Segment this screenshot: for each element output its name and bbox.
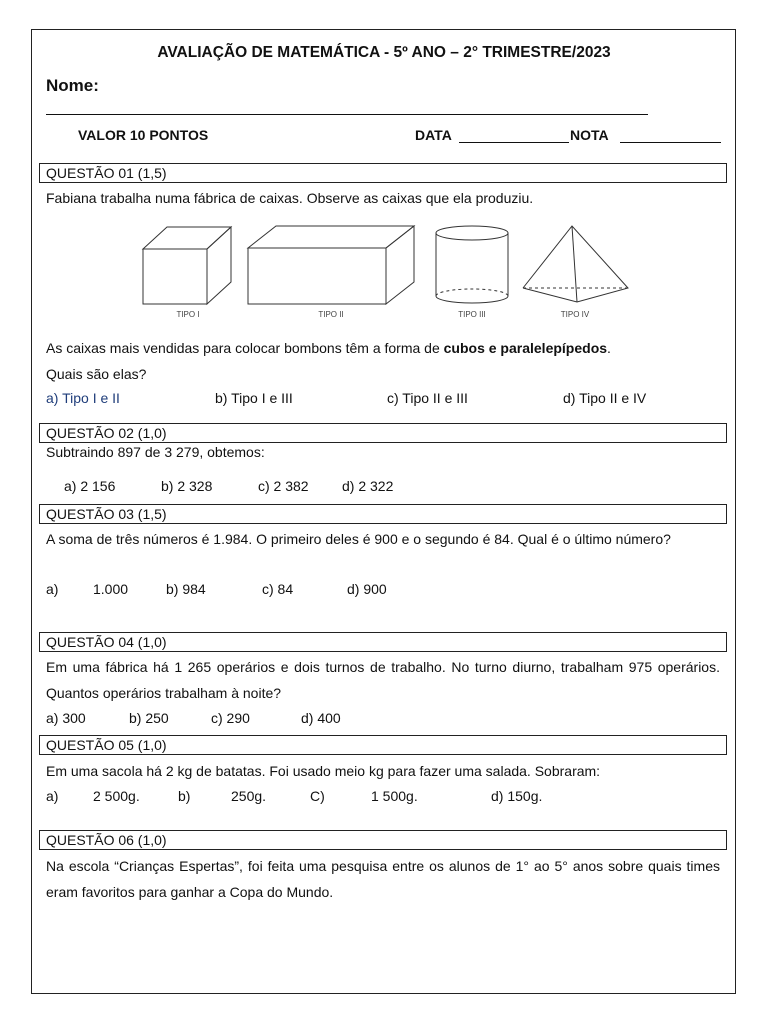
cube-shape <box>143 227 231 304</box>
q4-text: Em uma fábrica há 1 265 operários e dois turnos de trabalho. No turno diurno, trabalham 975 operários. Quantos operários trabalham à noite? <box>46 659 720 701</box>
name-label: Nome: <box>46 76 99 95</box>
q5-option-a-value[interactable]: 2 500g. <box>93 788 140 804</box>
data-label: DATA <box>415 127 452 143</box>
q5-option-c-value[interactable]: 1 500g. <box>371 788 418 804</box>
label-tipo-2: TIPO II <box>318 310 344 319</box>
q2-text: Subtraindo 897 de 3 279, obtemos: <box>46 444 265 460</box>
q1-text2-post: . <box>607 340 611 356</box>
q6-text: Na escola “Crianças Espertas”, foi feita uma pesquisa entre os alunos de 1° ao 5° anos sobre quais times eram favoritos para ganhar a Copa do Mundo. <box>46 858 720 900</box>
q3-header: QUESTÃO 03 (1,5) <box>39 504 727 524</box>
q1-option-a[interactable]: a) Tipo I e II <box>46 390 120 406</box>
q1-option-d[interactable]: d) Tipo II e IV <box>563 390 647 406</box>
q5-header: QUESTÃO 05 (1,0) <box>39 735 727 755</box>
q5-option-b[interactable]: b) <box>178 788 191 804</box>
q3-option-a-value[interactable]: 1.000 <box>93 581 129 597</box>
label-tipo-1: TIPO I <box>176 310 200 319</box>
q3-option-d[interactable]: d) 900 <box>347 581 387 597</box>
q3-option-b[interactable]: b) 984 <box>166 581 206 597</box>
q1-text2 <box>46 340 611 356</box>
q2-header: QUESTÃO 02 (1,0) <box>39 423 727 443</box>
q3-text: A soma de três números é 1.984. O primeiro deles é 900 e o segundo é 84. Qual é o último número? <box>46 531 671 547</box>
q2-option-b[interactable]: b) 2 328 <box>161 478 213 494</box>
page-title: AVALIAÇÃO DE MATEMÁTICA - 5º ANO – 2° TRIMESTRE/2023 <box>157 44 611 61</box>
q1-figure <box>0 0 768 330</box>
q1-text: Fabiana trabalha numa fábrica de caixas. Observe as caixas que ela produziu. <box>46 190 534 206</box>
cylinder-shape <box>436 226 508 303</box>
nota-label: NOTA <box>570 127 609 143</box>
q5-option-c[interactable]: C) <box>310 788 325 804</box>
q4-option-d[interactable]: d) 400 <box>301 710 341 726</box>
q1-question: Quais são elas? <box>46 366 147 382</box>
q4-option-a[interactable]: a) 300 <box>46 710 86 726</box>
q3-option-a[interactable]: a) <box>46 581 59 597</box>
q4-option-c[interactable]: c) 290 <box>211 710 250 726</box>
q1-text2-bold: cubos e paralelepípedos <box>443 340 608 356</box>
q3-option-c[interactable]: c) 84 <box>262 581 294 597</box>
label-tipo-3: TIPO III <box>458 310 486 319</box>
box-shape <box>248 226 414 304</box>
q5-option-a[interactable]: a) <box>46 788 59 804</box>
q1-header: QUESTÃO 01 (1,5) <box>39 163 727 183</box>
q2-option-c[interactable]: c) 2 382 <box>258 478 309 494</box>
q6-header: QUESTÃO 06 (1,0) <box>39 830 727 850</box>
q5-text: Em uma sacola há 2 kg de batatas. Foi usado meio kg para fazer uma salada. Sobraram: <box>46 763 601 779</box>
q4-header: QUESTÃO 04 (1,0) <box>39 632 727 652</box>
label-tipo-4: TIPO IV <box>560 310 590 319</box>
pyramid-shape <box>523 226 628 302</box>
q1-text2-pre: As caixas mais vendidas para colocar bombons têm a forma de <box>46 340 444 356</box>
q2-option-d[interactable]: d) 2 322 <box>342 478 394 494</box>
q1-option-b[interactable]: b) Tipo I e III <box>215 390 293 406</box>
q5-option-d[interactable]: d) 150g. <box>491 788 543 804</box>
q5-option-b-value[interactable]: 250g. <box>231 788 267 804</box>
q4-option-b[interactable]: b) 250 <box>129 710 169 726</box>
q2-option-a[interactable]: a) 2 156 <box>64 478 116 494</box>
q1-option-c[interactable]: c) Tipo II e III <box>387 390 468 406</box>
valor-label: VALOR 10 PONTOS <box>78 127 209 143</box>
